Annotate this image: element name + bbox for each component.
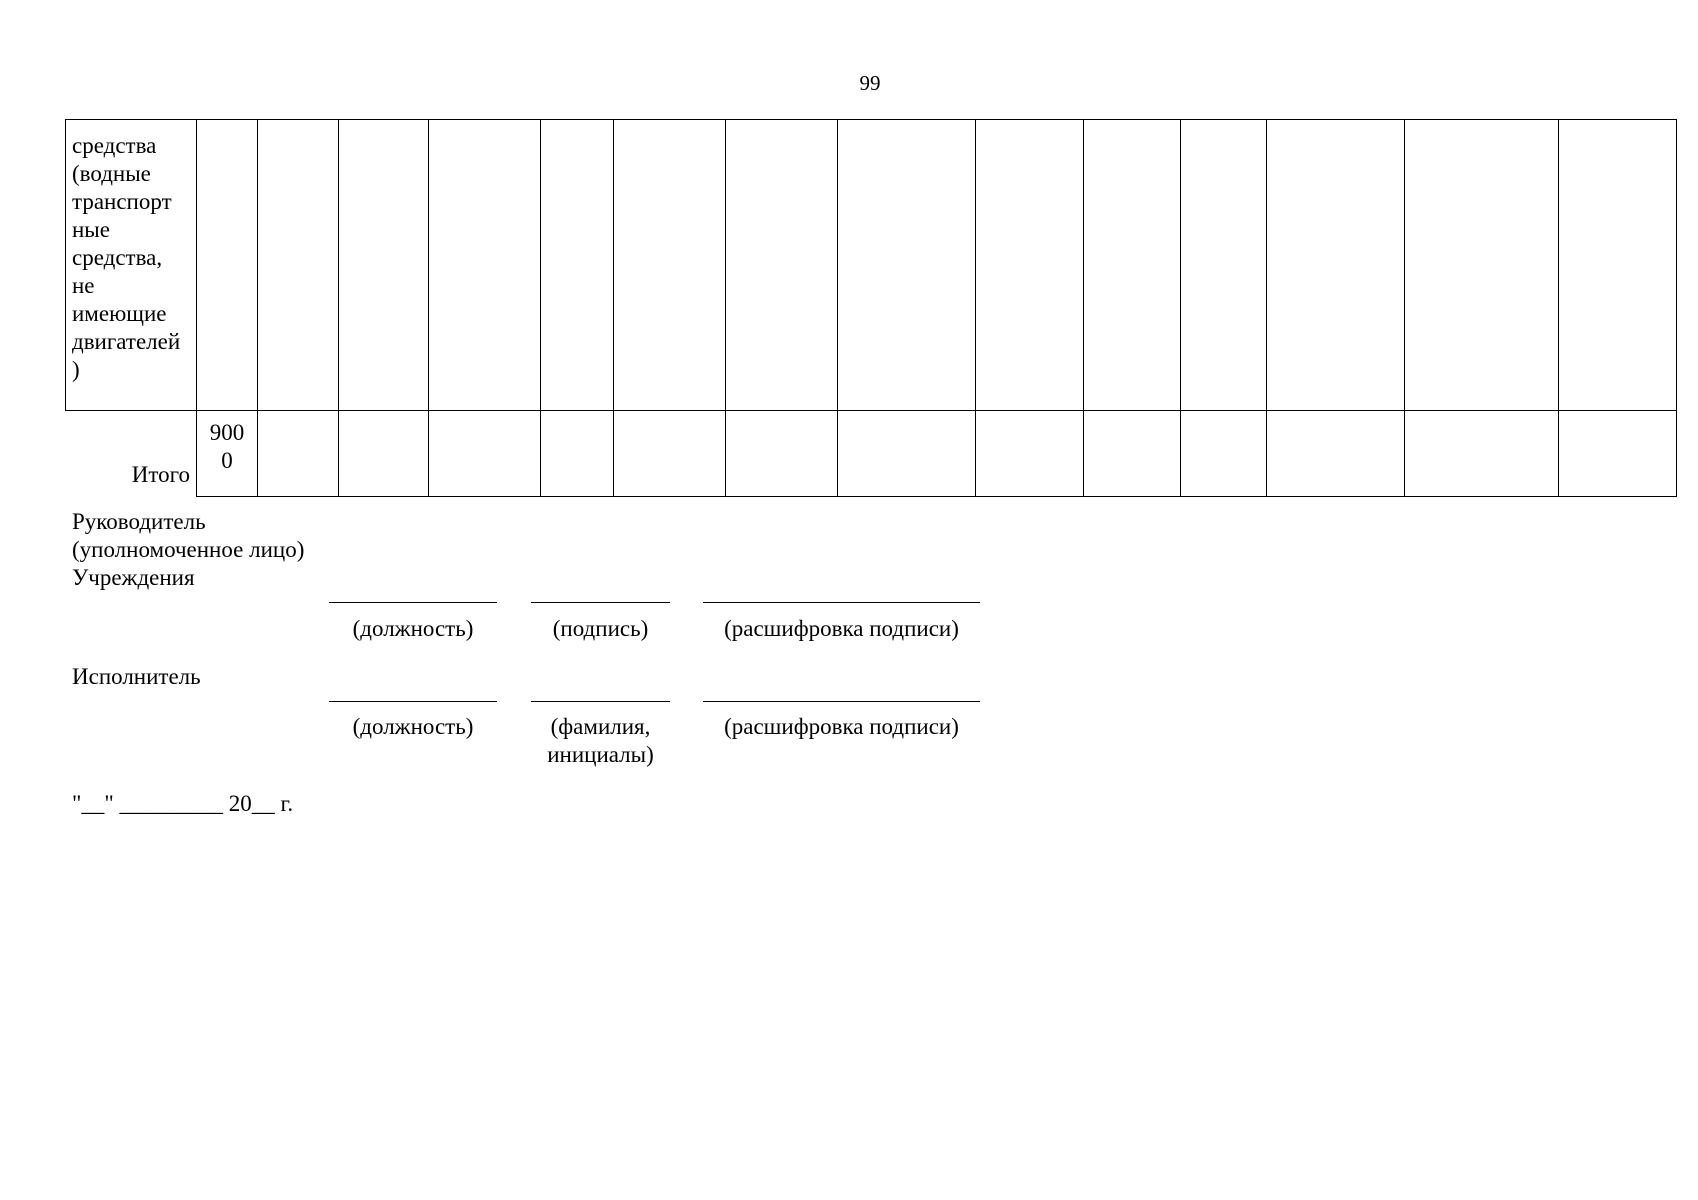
table-cell bbox=[1559, 120, 1677, 411]
executor-name-caption-line: инициалы) bbox=[547, 742, 654, 767]
table-cell bbox=[339, 411, 429, 497]
head-label-line: Учреждения bbox=[72, 565, 195, 590]
table-cell bbox=[1267, 120, 1405, 411]
table-cell bbox=[1181, 120, 1267, 411]
total-code-line: 0 bbox=[221, 448, 233, 473]
date-line: "__" _________ 20__ г. bbox=[72, 791, 294, 816]
total-label: Итого bbox=[66, 411, 197, 497]
table-cell bbox=[976, 411, 1084, 497]
total-code-cell bbox=[197, 411, 258, 497]
executor-decoding-line bbox=[703, 701, 980, 702]
table-row bbox=[66, 120, 1677, 411]
table-cell bbox=[838, 120, 976, 411]
table-cell bbox=[339, 120, 429, 411]
head-label-line: (уполномоченное лицо) bbox=[72, 537, 305, 562]
table-cell bbox=[614, 411, 726, 497]
table-cell bbox=[614, 120, 726, 411]
head-signature-caption: (подпись) bbox=[552, 616, 649, 641]
table-cell bbox=[1084, 120, 1181, 411]
form-table bbox=[65, 119, 1677, 497]
table-cell bbox=[976, 120, 1084, 411]
table-cell bbox=[1405, 120, 1559, 411]
table-cell bbox=[429, 411, 541, 497]
row-label-cell bbox=[66, 120, 197, 411]
head-decoding-line bbox=[703, 602, 980, 603]
row-label-line: средства, bbox=[72, 245, 163, 270]
executor-position-line bbox=[329, 701, 497, 702]
table-cell bbox=[1181, 411, 1267, 497]
executor-label: Исполнитель bbox=[72, 664, 201, 689]
table-cell bbox=[1084, 411, 1181, 497]
table-cell bbox=[429, 120, 541, 411]
row-label-line: не bbox=[72, 273, 95, 298]
row-label-line: ) bbox=[72, 357, 80, 382]
total-code-line: 900 bbox=[209, 420, 245, 445]
head-decoding-caption: (расшифровка подписи) bbox=[724, 616, 959, 641]
table-cell bbox=[726, 120, 838, 411]
page-number: 99 bbox=[859, 71, 881, 95]
row-label-line: транспорт bbox=[72, 189, 172, 214]
table-cell bbox=[541, 411, 614, 497]
head-signature-line bbox=[531, 602, 670, 603]
head-position-caption: (должность) bbox=[352, 616, 474, 641]
row-label-line: средства bbox=[72, 133, 157, 158]
row-label-line: (водные bbox=[72, 161, 151, 186]
executor-name-line bbox=[531, 701, 670, 702]
row-label-line: имеющие bbox=[72, 301, 167, 326]
table-cell bbox=[541, 120, 614, 411]
executor-name-caption-line: (фамилия, bbox=[550, 714, 651, 739]
table-cell bbox=[1405, 411, 1559, 497]
row-label-line: ные bbox=[72, 217, 110, 242]
table-row-total bbox=[66, 411, 1677, 497]
head-label-line: Руководитель bbox=[72, 509, 206, 534]
executor-position-caption: (должность) bbox=[352, 714, 474, 739]
table-cell bbox=[197, 120, 258, 411]
head-label bbox=[72, 508, 304, 592]
table-cell bbox=[258, 120, 339, 411]
table-cell bbox=[838, 411, 976, 497]
table-cell bbox=[1559, 411, 1677, 497]
table-cell bbox=[726, 411, 838, 497]
head-position-line bbox=[329, 602, 497, 603]
executor-name-caption bbox=[531, 713, 670, 769]
executor-decoding-caption: (расшифровка подписи) bbox=[724, 714, 959, 739]
row-label-line: двигателей bbox=[72, 329, 181, 354]
table-cell bbox=[1267, 411, 1405, 497]
table-cell bbox=[258, 411, 339, 497]
